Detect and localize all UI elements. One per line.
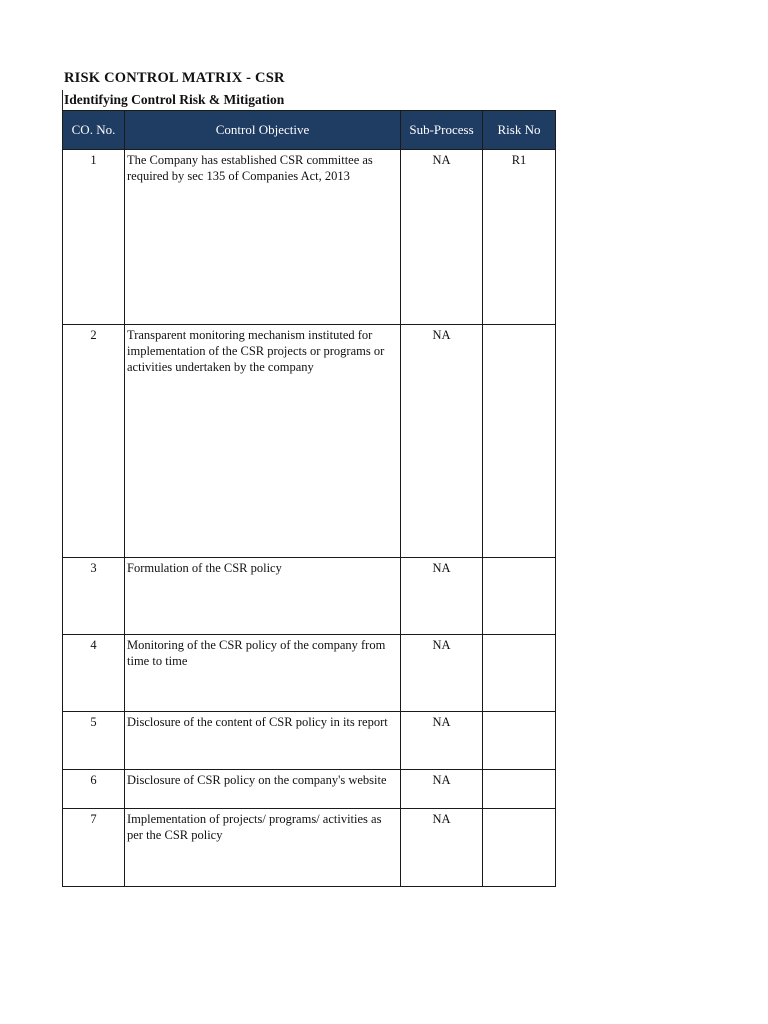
table-row (63, 809, 556, 887)
risk-no-cell (483, 635, 556, 712)
header-co-no: CO. No. (63, 111, 125, 150)
control-objective-cell: Disclosure of CSR policy on the company's website (125, 770, 401, 809)
header-control-objective: Control Objective (125, 111, 401, 150)
table-body (63, 150, 556, 887)
risk-control-matrix-table (62, 110, 556, 887)
document-subtitle: Identifying Control Risk & Mitigation (64, 92, 285, 107)
header-sub-process: Sub-Process (401, 111, 483, 150)
risk-no-cell (483, 770, 556, 809)
control-objective-cell: Transparent monitoring mechanism instituted for implementation of the CSR projects or programs or activities undertaken by the company (125, 325, 401, 558)
control-objective-cell: Formulation of the CSR policy (125, 558, 401, 635)
header-risk-no: Risk No (483, 111, 556, 150)
sub-process-cell: NA (401, 770, 483, 809)
co-no-cell: 6 (63, 770, 125, 809)
control-objective-cell: The Company has established CSR committee as required by sec 135 of Companies Act, 2013 (125, 150, 401, 325)
risk-no-cell (483, 325, 556, 558)
risk-no-cell (483, 712, 556, 770)
co-no-cell: 2 (63, 325, 125, 558)
table-row (63, 325, 556, 558)
header-row (63, 111, 556, 150)
table-row (63, 635, 556, 712)
sub-process-cell: NA (401, 150, 483, 325)
co-no-cell: 1 (63, 150, 125, 325)
control-objective-cell: Implementation of projects/ programs/ activities as per the CSR policy (125, 809, 401, 887)
risk-no-cell (483, 809, 556, 887)
sub-process-cell: NA (401, 712, 483, 770)
table-header (63, 111, 556, 150)
risk-no-cell: R1 (483, 150, 556, 325)
co-no-cell: 4 (63, 635, 125, 712)
sub-process-cell: NA (401, 635, 483, 712)
sub-process-cell: NA (401, 809, 483, 887)
table-row (63, 770, 556, 809)
table-row (63, 712, 556, 770)
co-no-cell: 3 (63, 558, 125, 635)
control-objective-cell: Disclosure of the content of CSR policy in its report (125, 712, 401, 770)
co-no-cell: 7 (63, 809, 125, 887)
sub-process-cell: NA (401, 558, 483, 635)
co-no-cell: 5 (63, 712, 125, 770)
control-objective-cell: Monitoring of the CSR policy of the company from time to time (125, 635, 401, 712)
document-title: RISK CONTROL MATRIX - CSR (64, 70, 285, 86)
risk-no-cell (483, 558, 556, 635)
margin-line (62, 90, 63, 110)
sub-process-cell: NA (401, 325, 483, 558)
table-row (63, 150, 556, 325)
table-row (63, 558, 556, 635)
